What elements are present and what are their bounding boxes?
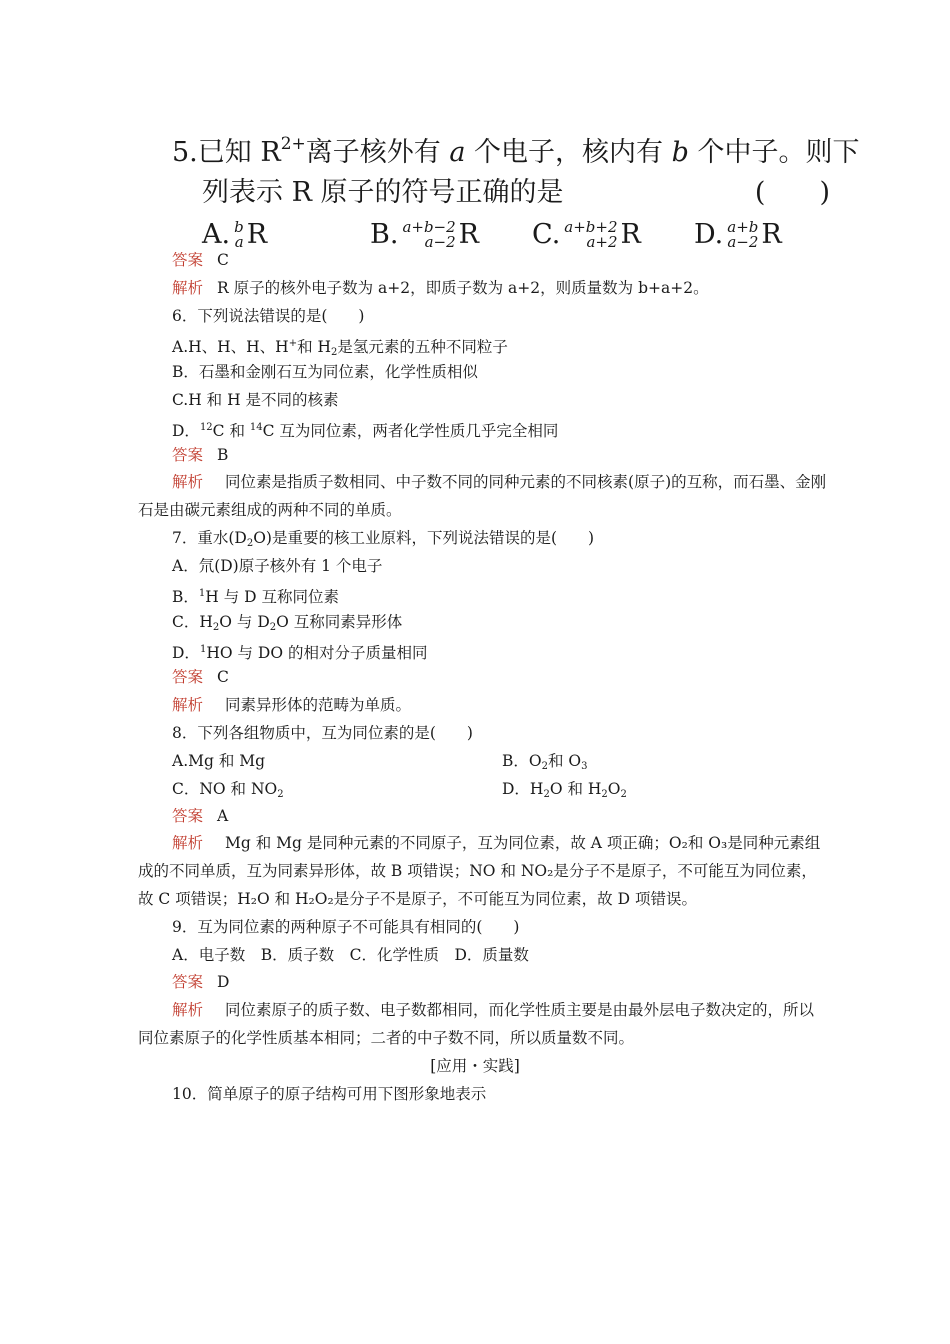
q5-analysis: 解析 R 原子的核外电子数为 a+2，即质子数为 a+2，则质量数为 b+a+2。 — [172, 279, 709, 297]
q6-option-b: B．石墨和金刚石互为同位素，化学性质相似 — [172, 363, 478, 381]
charge-superscript: 2+ — [280, 134, 306, 154]
q8-answer: 答案 A — [172, 807, 229, 825]
q5-stem-line2: 列表示 R 原子的符号正确的是 ( ) — [172, 173, 852, 213]
nuclide-scripts: a+b+2 a+2 — [564, 218, 618, 251]
q7-option-a: A．氘(D)原子核外有 1 个电子 — [172, 557, 383, 575]
q6-option-c: C.H 和 H 是不同的核素 — [172, 391, 339, 409]
q5-stem-line1: 5.已知 $R^{2+}$离子核外有 a 个电子，核内有 b 个中子。则下 — [172, 134, 860, 168]
q6-option-d: D．$^{12}$C 和 $^{14}$C 互为同位素，两者化学性质几乎完全相同 — [172, 422, 559, 440]
q5-option-a: A. b a R — [202, 218, 268, 251]
nuclide-scripts: a+b−2 a−2 — [402, 218, 456, 251]
q7-option-c: C．H2O 与 D2O 互称同素异形体 — [172, 613, 403, 633]
q8-analysis: 解析 Mg 和 Mg 是同种元素的不同原子，互为同位素，故 A 项正确；O₂和 O₃是同种元素组成的不同单质，互为同素异形体，故 B 项错误；NO 和 NO₂是分子不是原子，不可能互为同位素，故 C 项错误；H₂O 和 H₂O₂是分子不是原子，不可能互为同位素，故 D 项错误。 — [138, 834, 821, 908]
q8-stem: 8．下列各组物质中，互为同位素的是( ) — [172, 724, 473, 742]
q5-option-b: B. a+b−2 a−2 R — [370, 218, 480, 251]
q10-stem: 10．简单原子的原子结构可用下图形象地表示 — [172, 1085, 487, 1103]
section-heading: [应用・实践] — [430, 1057, 520, 1075]
q5-answer: 答案 C — [172, 251, 229, 269]
q8-option-b: B．O2和 O3 — [502, 752, 588, 772]
q5-options — [172, 215, 852, 259]
question-5 — [172, 124, 860, 259]
q7-answer: 答案 C — [172, 668, 229, 686]
answer-blank: ( ) — [754, 177, 830, 208]
q7-option-b: B．$^1$H 与 D 互称同位素 — [172, 588, 339, 606]
q9-stem: 9．互为同位素的两种原子不可能具有相同的( ) — [172, 918, 520, 936]
q8-option-a: A.Mg 和 Mg — [172, 752, 266, 770]
q7-analysis: 解析 同素异形体的范畴为单质。 — [172, 696, 412, 714]
q9-options: A．电子数 B．质子数 C．化学性质 D．质量数 — [172, 946, 529, 964]
nuclide-scripts: a+b a−2 — [727, 218, 759, 251]
q6-stem: 6．下列说法错误的是( ) — [172, 307, 365, 325]
q6-option-a: A.H、H、H、H+和 H2是氢元素的五种不同粒子 — [172, 338, 508, 358]
q9-analysis: 解析 同位素原子的质子数、电子数都相同，而化学性质主要是由最外层电子数决定的，所以同位素原子的化学性质基本相同；二者的中子数不同，所以质量数不同。 — [138, 1001, 815, 1047]
q5-option-c: C. a+b+2 a+2 R — [532, 218, 641, 251]
q7-stem: 7．重水(D2O)是重要的核工业原料，下列说法错误的是( ) — [172, 529, 595, 549]
q5-option-d: D. a+b a−2 R — [694, 218, 782, 251]
q8-option-c: C．NO 和 NO2 — [172, 780, 284, 800]
q9-answer: 答案 D — [172, 973, 230, 991]
q7-option-d: D．$^1$HO 与 DO 的相对分子质量相同 — [172, 644, 428, 662]
q6-analysis: 解析 同位素是指质子数相同、中子数不同的同种元素的不同核素(原子)的互称，而石墨、金刚石是由碳元素组成的两种不同的单质。 — [138, 473, 827, 519]
q8-option-d: D．H2O 和 H2O2 — [502, 780, 627, 800]
q6-answer: 答案 B — [172, 446, 229, 464]
nuclide-scripts: b a — [234, 218, 244, 251]
